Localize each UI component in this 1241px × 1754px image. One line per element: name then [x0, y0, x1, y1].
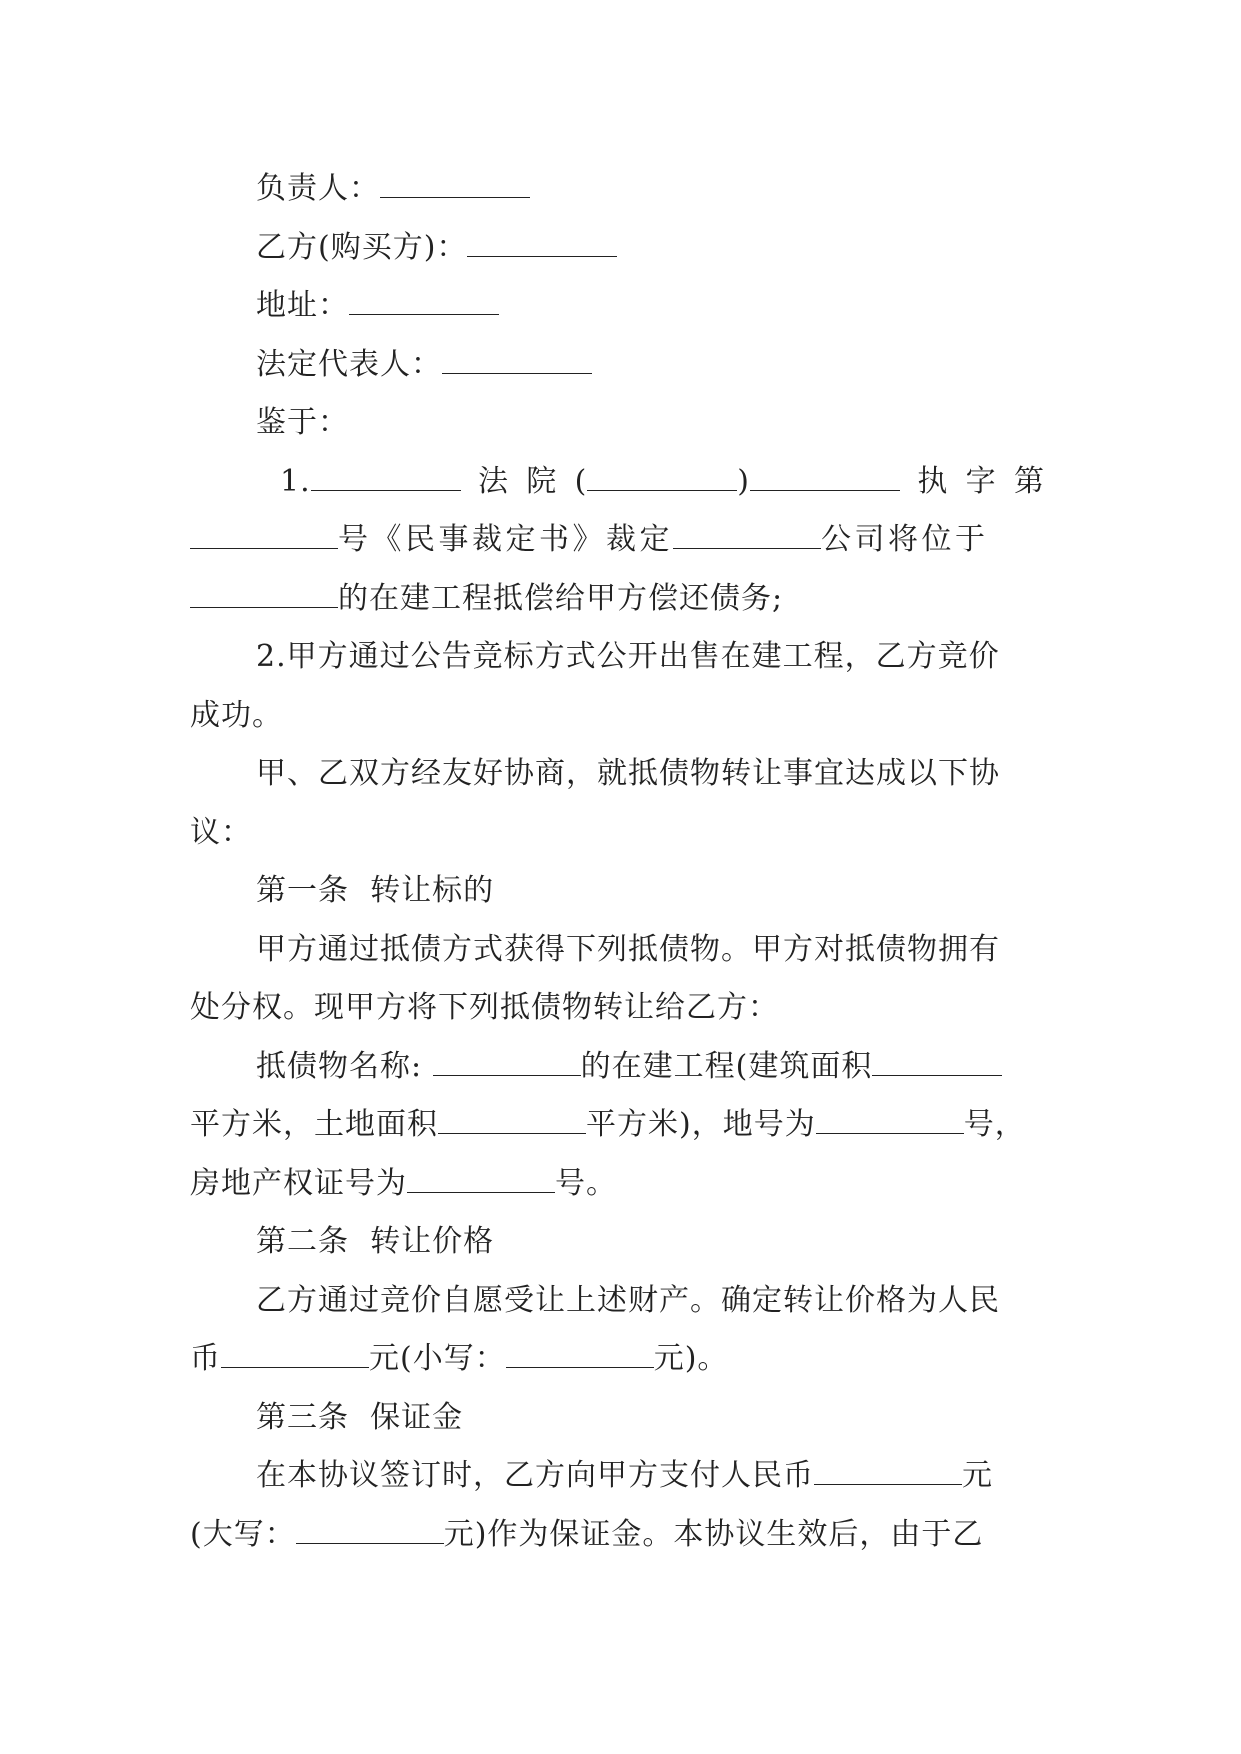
blank-field [190, 581, 338, 608]
legal-rep-line [190, 336, 1045, 395]
blank-field [407, 1166, 555, 1193]
article-heading: 第二条 转让价格 [256, 1224, 495, 1259]
asset-text: 号， [963, 1107, 1026, 1142]
legal-rep-label: 法定代表人： [256, 346, 442, 382]
article1-title [190, 862, 1045, 921]
article2-line1 [190, 1272, 1045, 1331]
item1-text: 第 [1013, 463, 1045, 499]
item1-number: 1. [280, 463, 311, 499]
item1-paren: ) [737, 463, 750, 499]
blank-field [442, 347, 592, 374]
article1-text: 甲方通过抵债方式获得下列抵债物。甲方对抵债物拥有 [256, 931, 1000, 967]
responsible-person-line [190, 160, 1045, 219]
asset-line3 [190, 1155, 1045, 1214]
address-label: 地址： [256, 288, 349, 323]
article-heading: 第一条 转让标的 [256, 873, 495, 908]
article3-text: 在本协议签订时，乙方向甲方支付人民币 [256, 1458, 814, 1493]
asset-text: 的在建工程(建筑面积 [580, 1048, 873, 1084]
blank-field [816, 1107, 964, 1134]
article3-title [190, 1389, 1045, 1448]
article3-text: 元)作为保证金。本协议生效后，由于乙 [443, 1516, 984, 1552]
article2-title [190, 1213, 1045, 1272]
party-b-line [190, 219, 1045, 278]
article3-line2 [190, 1506, 1045, 1565]
party-b-label: 乙方(购买方)： [256, 229, 468, 265]
blank-field [467, 230, 617, 257]
item1-text: 执 [917, 463, 949, 499]
article2-text: 元(小写： [369, 1341, 506, 1376]
article1-text: 处分权。现甲方将下列抵债物转让给乙方： [190, 990, 779, 1025]
article-heading: 第三条 保证金 [256, 1399, 464, 1435]
item2-line1 [190, 628, 1045, 687]
article3-text: 元 [962, 1458, 993, 1493]
agreement-line1 [190, 745, 1045, 804]
item1-segment [280, 453, 461, 512]
article2-text: 元)。 [653, 1341, 729, 1376]
item1-text: 院 [526, 463, 558, 499]
item2-text: 成功。 [190, 697, 283, 733]
article2-line2 [190, 1330, 1045, 1389]
agreement-text: 甲、乙双方经友好协商，就抵债物转让事宜达成以下协 [256, 756, 1000, 791]
asset-text: 号。 [555, 1165, 617, 1201]
item1-text: 的在建工程抵偿给甲方偿还债务; [338, 580, 784, 616]
item2-line2 [190, 687, 1045, 746]
blank-field [438, 1107, 586, 1134]
item2-text: 2.甲方通过公告竞标方式公开出售在建工程，乙方竞价 [256, 639, 1000, 674]
article1-line1 [190, 921, 1045, 980]
item1-text: 法 [477, 463, 509, 499]
blank-field [506, 1341, 654, 1368]
blank-field [814, 1458, 962, 1485]
blank-field [673, 522, 821, 549]
item1-text: 号《民事裁定书》裁定 [338, 522, 673, 557]
address-line [190, 277, 1045, 336]
item1-line2 [190, 511, 1045, 570]
article2-text: 乙方通过竞价自愿受让上述财产。确定转让价格为人民 [256, 1282, 1000, 1318]
item1-text: 字 [965, 463, 997, 499]
blank-field [311, 464, 461, 491]
responsible-person-label: 负责人： [256, 171, 380, 206]
blank-field [380, 171, 530, 198]
asset-text: 房地产权证号为 [190, 1165, 407, 1201]
article2-text: 币 [190, 1341, 221, 1376]
asset-line1 [190, 1038, 1045, 1097]
item1-line1 [190, 453, 1045, 512]
item1-paren: ( [574, 463, 588, 499]
blank-field [750, 464, 900, 491]
blank-field [296, 1517, 444, 1544]
item1-line3 [190, 570, 1045, 629]
item1-text: 公司将位于 [821, 522, 989, 557]
document-body [190, 160, 1045, 1564]
asset-text: 平方米，土地面积 [190, 1107, 438, 1142]
article1-line2 [190, 979, 1045, 1038]
blank-field [349, 288, 499, 315]
article3-line1 [190, 1447, 1045, 1506]
whereas-label: 鉴于： [256, 405, 349, 440]
whereas-line [190, 394, 1045, 453]
article3-text: (大写： [190, 1516, 296, 1552]
blank-field [587, 464, 737, 491]
asset-text: 抵债物名称: [256, 1048, 433, 1084]
blank-field [221, 1341, 369, 1368]
blank-field [433, 1049, 581, 1076]
asset-line2 [190, 1096, 1045, 1155]
agreement-text: 议： [190, 814, 252, 850]
blank-field [872, 1049, 1002, 1076]
agreement-line2 [190, 804, 1045, 863]
blank-field [190, 522, 338, 549]
item1-segment [575, 453, 900, 512]
asset-text: 平方米)，地号为 [586, 1107, 816, 1142]
